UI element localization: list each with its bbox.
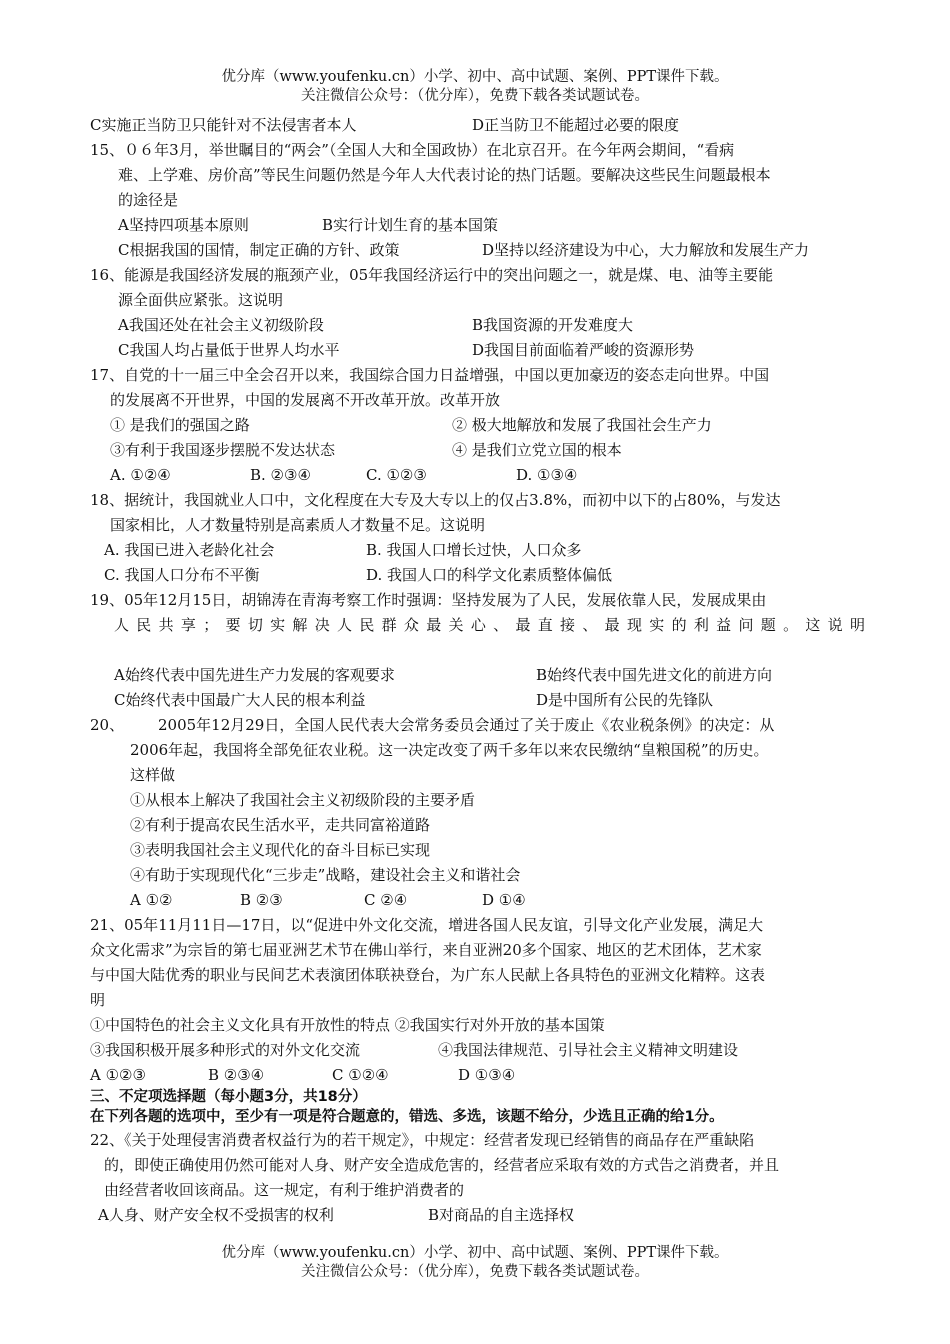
q18-option-b: B. 我国人口增长过快，人口众多 xyxy=(366,541,582,559)
q21-stem-3: 与中国大陆优秀的职业与民间艺术表演团体联袂登台，为广东人民献上各具特色的亚洲文化精粹。这表 xyxy=(90,966,766,984)
q17-stem-1: 17、自党的十一届三中全会召开以来，我国综合国力日益增强，中国以更加豪迈的姿态走向世界。中国 xyxy=(90,366,770,384)
q21-option-d: D ①③④ xyxy=(458,1066,516,1084)
q17-option-c: C. ①②③ xyxy=(366,466,427,484)
q21-statement-4: ④我国法律规范、引导社会主义精神文明建设 xyxy=(438,1041,739,1059)
q20-statement-2: ②有利于提高农民生活水平，走共同富裕道路 xyxy=(130,816,431,834)
q15-stem-3: 的途径是 xyxy=(118,191,179,209)
q20-option-c: C ②④ xyxy=(364,891,408,909)
q14-options-cd xyxy=(90,113,865,138)
q21-statements-34 xyxy=(90,1038,865,1063)
footer-line-1: 优分库（www.youfenku.cn）小学、初中、高中试题、案例、PPT课件下载。 xyxy=(221,1245,729,1261)
q20-stem-3: 这样做 xyxy=(130,766,176,784)
q17-statement-2: ② 极大地解放和发展了我国社会生产力 xyxy=(452,416,712,434)
q16-option-d: D我国目前面临着严峻的资源形势 xyxy=(472,341,695,359)
q16-option-c: C我国人均占量低于世界人均水平 xyxy=(118,341,340,359)
q21-statements-12: ①中国特色的社会主义文化具有开放性的特点 ②我国实行对外开放的基本国策 xyxy=(90,1016,605,1034)
question-content xyxy=(90,113,865,1228)
q16-options-ab xyxy=(90,313,865,338)
q17-option-b: B. ②③④ xyxy=(250,466,311,484)
q15-options-ab xyxy=(90,213,865,238)
q19-option-d: D是中国所有公民的先锋队 xyxy=(536,691,714,709)
q19-options-cd xyxy=(90,688,865,713)
q17-option-a: A. ①②④ xyxy=(110,466,171,484)
q18-stem-1: 18、据统计，我国就业人口中，文化程度在大专及大专以上的仅占3.8%，而初中以下的占80%，与发达 xyxy=(90,491,781,509)
q22-options-ab xyxy=(90,1203,865,1228)
q21-statement-3: ③我国积极开展多种形式的对外文化交流 xyxy=(90,1041,361,1059)
q15-stem-2: 难、上学难、房价高”等民生问题仍然是今年人大代表讨论的热门话题。要解决这些民生问题最根本 xyxy=(118,166,771,184)
q20-stem-1-row xyxy=(90,713,865,738)
q20-option-d: D ①④ xyxy=(482,891,526,909)
q19-option-b: B始终代表中国先进文化的前进方向 xyxy=(536,666,773,684)
q15-option-c: C根据我国的国情，制定正确的方针、政策 xyxy=(118,241,400,259)
section-3-title: 三、不定项选择题（每小题3分，共18分） xyxy=(90,1089,367,1105)
q20-statement-4: ④有助于实现现代化“三步走”战略，建设社会主义和谐社会 xyxy=(130,866,521,884)
q21-stem-1: 21、05年11月11日—17日，以“促进中外文化交流，增进各国人民友谊，引导文化产业发展，满足大 xyxy=(90,916,764,934)
q20-stem-2: 2006年起，我国将全部免征农业税。这一决定改变了两千多年以来农民缴纳“皇粮国税”的历史。 xyxy=(130,741,769,759)
q22-stem-1: 22、《关于处理侵害消费者权益行为的若干规定》，中规定：经营者发现已经销售的商品存在严重缺陷 xyxy=(90,1131,755,1149)
page-footer xyxy=(0,1244,950,1282)
q17-statement-3: ③有利于我国逐步摆脱不发达状态 xyxy=(110,441,336,459)
q16-option-b: B我国资源的开发难度大 xyxy=(472,316,634,334)
q20-number: 20、 xyxy=(90,716,125,734)
q18-options-cd xyxy=(90,563,865,588)
q14-option-d: D正当防卫不能超过必要的限度 xyxy=(472,116,680,134)
q15-option-a: A坚持四项基本原则 xyxy=(118,216,249,234)
q18-option-d: D. 我国人口的科学文化素质整体偏低 xyxy=(366,566,613,584)
q16-stem-1: 16、能源是我国经济发展的瓶颈产业，05年我国经济运行中的突出问题之一，就是煤、电、油等主要能 xyxy=(90,266,774,284)
q17-statement-1: ① 是我们的强国之路 xyxy=(110,416,250,434)
q22-option-a: A人身、财产安全权不受损害的权利 xyxy=(98,1206,334,1224)
q20-statement-3: ③表明我国社会主义现代化的奋斗目标已实现 xyxy=(130,841,431,859)
q17-statements-34 xyxy=(90,438,865,463)
q15-option-d: D坚持以经济建设为中心，大力解放和发展生产力 xyxy=(482,241,810,259)
footer-line-2: 关注微信公众号：（优分库），免费下载各类试题试卷。 xyxy=(301,1264,649,1280)
q16-stem-2: 源全面供应紧张。这说明 xyxy=(118,291,284,309)
header-line-2: 关注微信公众号：（优分库），免费下载各类试题试卷。 xyxy=(301,88,649,104)
q19-options-ab xyxy=(90,663,865,688)
q22-stem-3: 由经营者收回该商品。这一规定，有利于维护消费者的 xyxy=(104,1181,465,1199)
q17-statement-4: ④ 是我们立党立国的根本 xyxy=(452,441,622,459)
q20-options xyxy=(90,888,865,913)
page-header xyxy=(0,68,950,106)
q20-option-a: A ①② xyxy=(130,891,173,909)
q18-option-c: C. 我国人口分布不平衡 xyxy=(104,566,260,584)
q19-option-c: C始终代表中国最广大人民的根本利益 xyxy=(114,691,366,709)
q20-statement-1: ①从根本上解决了我国社会主义初级阶段的主要矛盾 xyxy=(130,791,476,809)
q22-option-b: B对商品的自主选择权 xyxy=(428,1206,575,1224)
q18-option-a: A. 我国已进入老龄化社会 xyxy=(104,541,275,559)
q21-options xyxy=(90,1063,865,1088)
q21-option-c: C ①②④ xyxy=(332,1066,389,1084)
q19-spacer xyxy=(90,638,865,663)
q18-options-ab xyxy=(90,538,865,563)
q16-options-cd xyxy=(90,338,865,363)
q16-option-a: A我国还处在社会主义初级阶段 xyxy=(118,316,324,334)
q14-option-c: C实施正当防卫只能针对不法侵害者本人 xyxy=(90,116,357,134)
q21-stem-4: 明 xyxy=(90,991,106,1009)
q19-option-a: A始终代表中国先进生产力发展的客观要求 xyxy=(114,666,395,684)
q17-statements-12 xyxy=(90,413,865,438)
header-line-1: 优分库（www.youfenku.cn）小学、初中、高中试题、案例、PPT课件下载。 xyxy=(221,69,729,85)
q17-stem-2: 的发展离不开世界，中国的发展离不开改革开放。改革开放 xyxy=(110,391,501,409)
q15-stem-1: 15、０６年3月，举世瞩目的“两会”（全国人大和全国政协）在北京召开。在今年两会期间，“看病 xyxy=(90,141,735,159)
q19-stem-1: 19、05年12月15日，胡锦涛在青海考察工作时强调：坚持发展为了人民，发展依靠人民，发展成果由 xyxy=(90,591,767,609)
q17-options xyxy=(90,463,865,488)
q17-option-d: D. ①③④ xyxy=(516,466,578,484)
q21-option-b: B ②③④ xyxy=(208,1066,265,1084)
q20-stem-1: 2005年12月29日，全国人民代表大会常务委员会通过了关于废止《农业税条例》的决定：从 xyxy=(158,716,775,734)
q21-stem-2: 众文化需求”为宗旨的第七届亚洲艺术节在佛山举行，来自亚洲20多个国家、地区的艺术团体，艺术家 xyxy=(90,941,762,959)
section-3-instruction: 在下列各题的选项中，至少有一项是符合题意的，错选、多选，该题不给分，少选且正确的给1分。 xyxy=(90,1109,724,1125)
q19-stem-2: 人民共享；要切实解决人民群众最关心、最直接、最现实的利益问题。这说明 xyxy=(114,616,865,634)
q20-option-b: B ②③ xyxy=(240,891,283,909)
q15-option-b: B实行计划生育的基本国策 xyxy=(322,216,499,234)
q18-stem-2: 国家相比，人才数量特别是高素质人才数量不足。这说明 xyxy=(110,516,486,534)
q21-option-a: A ①②③ xyxy=(90,1066,146,1084)
q15-options-cd xyxy=(90,238,865,263)
q22-stem-2: 的，即使正确使用仍然可能对人身、财产安全造成危害的，经营者应采取有效的方式告之消费者，并且 xyxy=(104,1156,780,1174)
